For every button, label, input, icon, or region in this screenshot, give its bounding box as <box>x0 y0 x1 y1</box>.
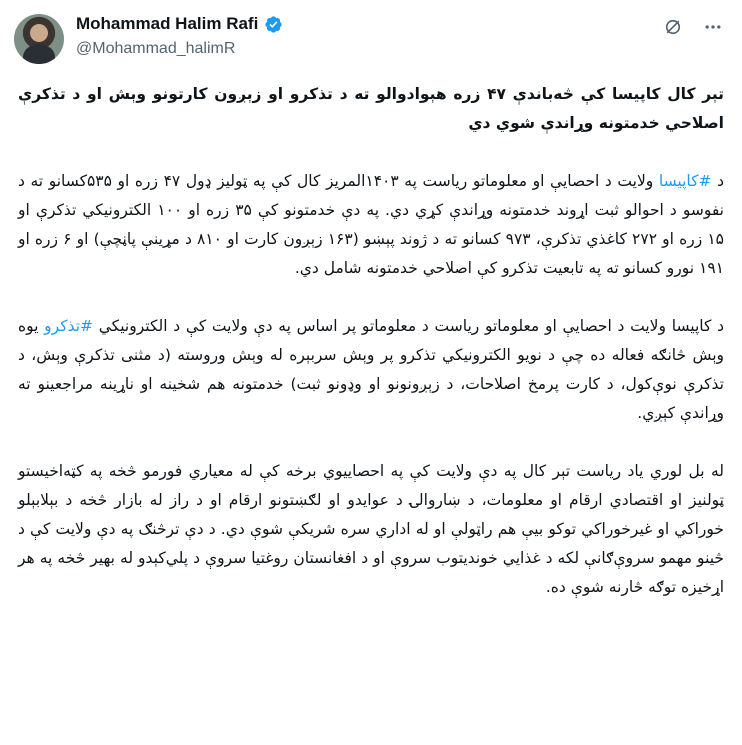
p2-text-rest: یوه وېش څانګه فعاله ده چې د نویو الکترونیکي تذکرو پر وېش سربېره له وېش وروسته (د مثنی تذکرې وېش، د تذکرې نوې‌کول، د کارت پرمخ اصلاحات، د زېږونونو او وډونو ثبت) خدمتونه هم شخینه او ناړینه مراجعینو ته وړاندې کېږي. <box>18 317 724 422</box>
more-icon[interactable] <box>702 16 724 38</box>
author-name-row[interactable] <box>76 14 283 34</box>
post-paragraph-3: له بل لوري یاد ریاست تېر کال په دې ولایت کې په احصاییوي برخه کې له معیاري فورمو څخه په کټه‌اخیستو ټولنیز او اقتصادي ارقام او معلومات، د ښاروالۍ د عوایدو او لګښتونو ارقام او د راز له بازار څخه د بېلابېلو خوراکي او غیرخوراکي توکو بیې هم راټولې او له اداري سره شریکې شوې دي. د دې ترڅنګ په دې ولایت کې د څینو مهمو سروې‌ګانې لکه د غذایي خوندیتوب سروې او د افغانستان روغتیا سروې د پلي‌کېدو له بهیر څخه په هر اړخیزه توګه څارنه شوې ده. <box>18 462 724 596</box>
avatar[interactable] <box>14 14 64 64</box>
post-paragraph-1 <box>18 167 724 283</box>
post-paragraph-2 <box>18 312 724 428</box>
hashtag-tazkira[interactable]: #تذکرو <box>44 317 94 335</box>
post-body <box>18 80 724 631</box>
post-headline: تېر کال کاپیسا کې څه‌باندې ۴۷ زره هېوادوالو ته د تذکرو او زېږون کارتونو وېش او د تذکرې اصلاحي خدمتونه وړاندې شوي دي <box>18 85 724 132</box>
grok-icon[interactable] <box>662 16 684 38</box>
p1-text-rest: ولایت د احصایې او معلوماتو ریاست په ۱۴۰۳المریز کال کې په ټولیز ډول ۴۷ زره او ۵۳۵کسانو ته د نفوسو د احوالو ثبت اړوند خدمتونه وړاندې کړي دي. په دې خدمتونو کې ۳۵ زره او ۱۰۰ الکترونیکي تذکرې او ۱۵ زره او ۲۷۲ کاغذي تذکرې، ۹۷۳ کسانو ته د ژوند پېښو (۱۶۳ زېږون کارت او ۸۱۰ د مړینې پاڼچې) او ۶ زره او ۱۹۱ نورو کسانو ته په تابعیت تذکرو کې اصلاحي خدمتونه شامل دي. <box>18 172 724 277</box>
author-display-name[interactable]: Mohammad Halim Rafi <box>76 14 259 33</box>
author-handle[interactable]: @Mohammad_halimR <box>76 40 236 57</box>
verified-badge-icon[interactable] <box>264 15 283 34</box>
p2-text-start: د کاپیسا ولایت د احصایې او معلوماتو ریاست د معلوماتو پر اساس په دې ولایت کې د الکترونیکي <box>93 317 724 335</box>
p1-text-start: د <box>711 172 724 190</box>
post-header-actions <box>662 16 724 38</box>
hashtag-kapisa[interactable]: #کاپیسا <box>658 172 712 190</box>
